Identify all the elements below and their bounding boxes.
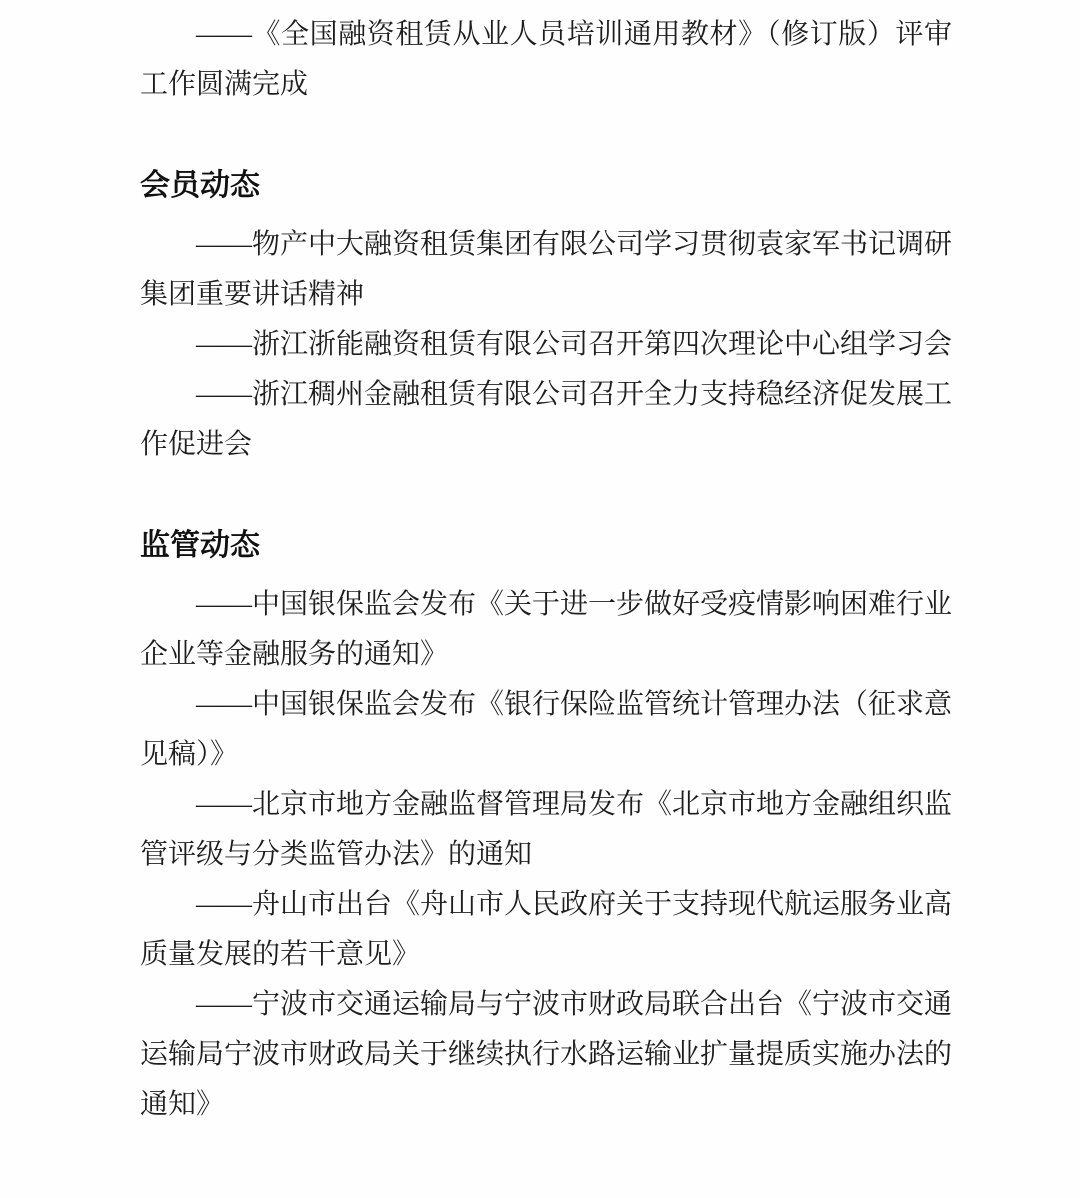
- toc-item-cbirc-statistics-measures: ——中国银保监会发布《银行保险监管统计管理办法（征求意见稿）》: [140, 689, 953, 770]
- toc-item-training-textbook: ——《全国融资租赁从业人员培训通用教材》（修订版）评审工作圆满完成: [140, 19, 952, 100]
- toc-item-zhoushan-shipping-opinions: ——舟山市出台《舟山市人民政府关于支持现代航运服务业高质量发展的若干意见》: [140, 889, 953, 970]
- toc-item-ningbo-waterway-measures: ——宁波市交通运输局与宁波市财政局联合出台《宁波市交通运输局宁波市财政局关于继续执行水路运输业扩量提质实施办法的通知》: [140, 989, 953, 1120]
- section-heading-member-news: 会员动态: [140, 169, 260, 202]
- section-heading-regulatory-news: 监管动态: [140, 529, 260, 562]
- toc-item-beijing-regulation-notice: ——北京市地方金融监督管理局发布《北京市地方金融组织监管评级与分类监管办法》的通知: [140, 789, 953, 870]
- toc-item-cbirc-pandemic-notice: ——中国银保监会发布《关于进一步做好受疫情影响困难行业企业等金融服务的通知》: [140, 589, 953, 670]
- toc-item-chouzhou-leasing: ——浙江稠州金融租赁有限公司召开全力支持稳经济促发展工作促进会: [140, 379, 953, 460]
- toc-item-zheneng-leasing: ——浙江浙能融资租赁有限公司召开第四次理论中心组学习会: [196, 329, 953, 360]
- toc-item-wuchan-zhongda: ——物产中大融资租赁集团有限公司学习贯彻袁家军书记调研集团重要讲话精神: [140, 229, 953, 310]
